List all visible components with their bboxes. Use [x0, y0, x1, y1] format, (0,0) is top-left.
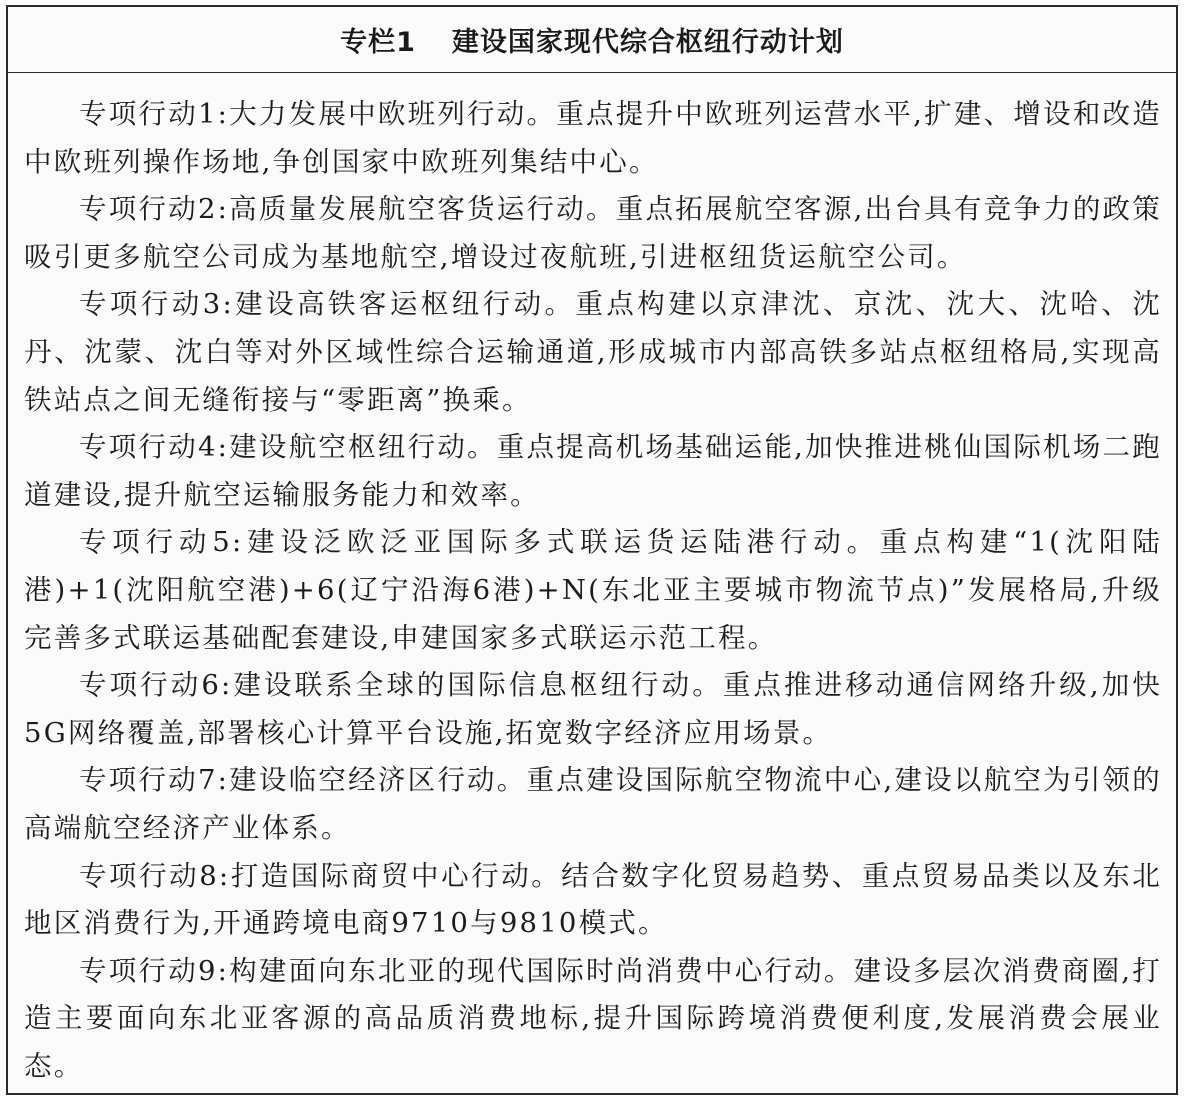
box-header [8, 7, 1176, 73]
action-item-1: 专项行动1:大力发展中欧班列行动。重点提升中欧班列运营水平,扩建、增设和改造中欧班列操作场地,争创国家中欧班列集结中心。 [24, 98, 1162, 178]
action-item-9: 专项行动9:构建面向东北亚的现代国际时尚消费中心行动。建设多层次消费商圈,打造主要面向东北亚客源的高品质消费地标,提升国际跨境消费便利度,发展消费会展业态。 [24, 954, 1162, 1082]
action-item-8: 专项行动8:打造国际商贸中心行动。结合数字化贸易趋势、重点贸易品类以及东北地区消费行为,开通跨境电商9710与9810模式。 [24, 859, 1162, 940]
action-item-4: 专项行动4:建设航空枢纽行动。重点提高机场基础运能,加快推进桃仙国际机场二跑道建设,提升航空运输服务能力和效率。 [24, 431, 1162, 511]
column-title: 建设国家现代综合枢纽行动计划 [451, 27, 844, 58]
action-item-7: 专项行动7:建设临空经济区行动。重点建设国际航空物流中心,建设以航空为引领的高端航空经济产业体系。 [24, 764, 1162, 844]
action-item-5: 专项行动5:建设泛欧泛亚国际多式联运货运陆港行动。重点构建“1(沈阳陆港)+1(沈阳航空港)+6(辽宁沿海6港)+N(东北亚主要城市物流节点)”发展格局,升级完善多式联运基础配套建设,申建国家多式联运示范工程。 [24, 526, 1162, 654]
action-item-3: 专项行动3:建设高铁客运枢纽行动。重点构建以京津沈、京沈、沈大、沈哈、沈丹、沈蒙、沈白等对外区域性综合运输通道,形成城市内部高铁多站点枢纽格局,实现高铁站点之间无缝衔接与“零距离”换乘。 [24, 288, 1162, 416]
box-body [8, 73, 1176, 1090]
action-item-2: 专项行动2:高质量发展航空客货运行动。重点拓展航空客源,出台具有竞争力的政策吸引更多航空公司成为基地航空,增设过夜航班,引进枢纽货运航空公司。 [24, 193, 1162, 273]
column-box [6, 5, 1178, 1095]
column-label: 专栏1 [340, 27, 416, 58]
action-item-6: 专项行动6:建设联系全球的国际信息枢纽行动。重点推进移动通信网络升级,加快5G网络覆盖,部署核心计算平台设施,拓宽数字经济应用场景。 [24, 669, 1162, 749]
